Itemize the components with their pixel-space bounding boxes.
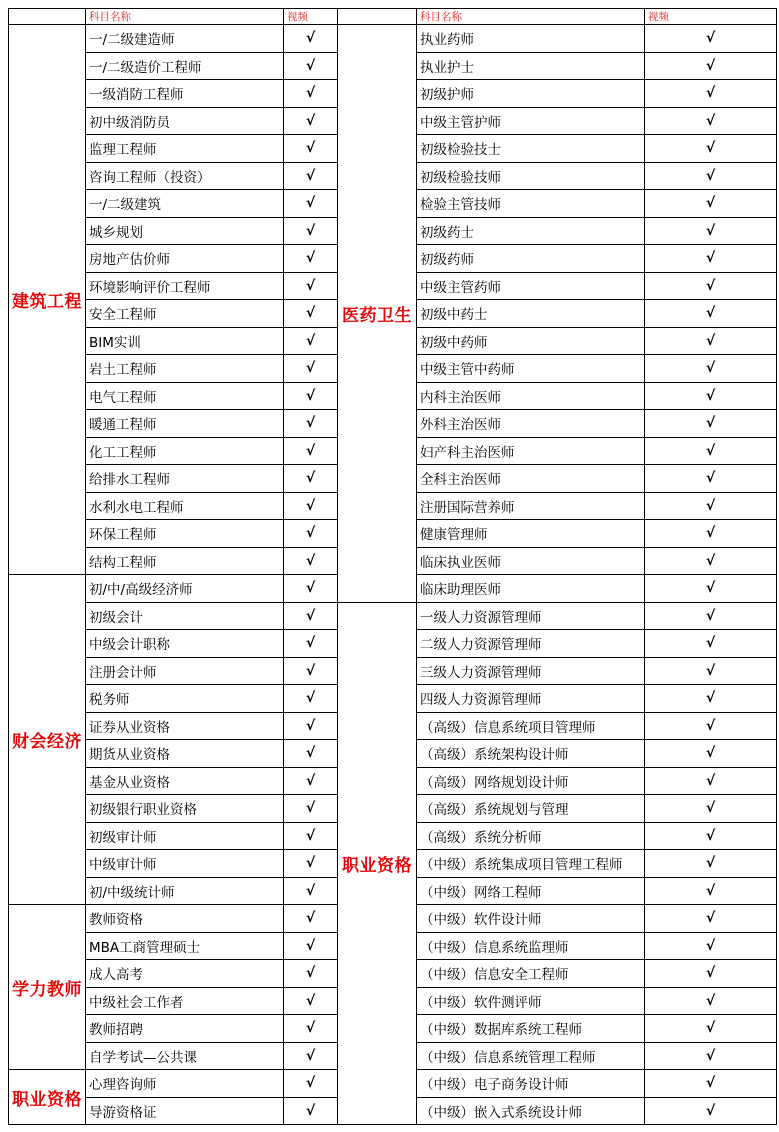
right-subject-name: 初级检验技师 [417,162,645,190]
left-subject-name: 初级会计 [86,602,284,630]
left-video-check: √ [284,190,338,218]
header-row [9,9,777,25]
right-category-cell: 医药卫生 [338,25,417,603]
left-video-check: √ [284,630,338,658]
right-video-check: √ [645,217,777,245]
right-subject-name: （高级）系统规划与管理 [417,795,645,823]
left-video-check: √ [284,382,338,410]
left-video-check: √ [284,1015,338,1043]
right-video-check: √ [645,190,777,218]
left-category-cell: 建筑工程 [9,25,86,575]
left-subject-name: 初/中级统计师 [86,877,284,905]
left-video-check: √ [284,410,338,438]
left-subject-name: 初级审计师 [86,822,284,850]
left-video-check: √ [284,657,338,685]
right-subject-name: （中级）数据库系统工程师 [417,1015,645,1043]
right-subject-name: 初级药士 [417,217,645,245]
left-subject-name: 环境影响评价工程师 [86,272,284,300]
left-video-check: √ [284,492,338,520]
left-video-check: √ [284,987,338,1015]
left-video-check: √ [284,135,338,163]
right-video-check: √ [645,685,777,713]
left-subject-name: 房地产估价师 [86,245,284,273]
left-video-check: √ [284,300,338,328]
left-subject-name: 期货从业资格 [86,740,284,768]
right-video-check: √ [645,547,777,575]
left-subject-name: 一级消防工程师 [86,80,284,108]
right-subject-name: 三级人力资源管理师 [417,657,645,685]
left-video-check: √ [284,547,338,575]
left-video-check: √ [284,685,338,713]
left-video-check: √ [284,355,338,383]
left-video-check: √ [284,1042,338,1070]
right-video-check: √ [645,630,777,658]
left-video-check: √ [284,52,338,80]
right-video-check: √ [645,135,777,163]
table-row [9,25,777,53]
right-video-check: √ [645,960,777,988]
right-subject-name: （中级）信息安全工程师 [417,960,645,988]
left-subject-name: 心理咨询师 [86,1070,284,1098]
header-left-video: 视频 [284,9,338,25]
right-video-check: √ [645,437,777,465]
right-video-check: √ [645,355,777,383]
right-video-check: √ [645,822,777,850]
left-video-check: √ [284,905,338,933]
left-subject-name: 中级会计职称 [86,630,284,658]
right-video-check: √ [645,80,777,108]
right-video-check: √ [645,1070,777,1098]
right-video-check: √ [645,795,777,823]
left-subject-name: 税务师 [86,685,284,713]
left-subject-name: 初/中/高级经济师 [86,575,284,603]
right-video-check: √ [645,107,777,135]
right-video-check: √ [645,1097,777,1125]
right-subject-name: 二级人力资源管理师 [417,630,645,658]
right-subject-name: 初级中药士 [417,300,645,328]
right-subject-name: （高级）信息系统项目管理师 [417,712,645,740]
left-subject-name: 一/二级建筑 [86,190,284,218]
right-subject-name: 初级检验技士 [417,135,645,163]
right-video-check: √ [645,300,777,328]
left-subject-name: 初级银行职业资格 [86,795,284,823]
left-subject-name: 暖通工程师 [86,410,284,438]
left-subject-name: 城乡规划 [86,217,284,245]
right-subject-name: 四级人力资源管理师 [417,685,645,713]
left-subject-name: 环保工程师 [86,520,284,548]
right-subject-name: （中级）软件设计师 [417,905,645,933]
right-subject-name: （中级）网络工程师 [417,877,645,905]
right-subject-name: 内科主治医师 [417,382,645,410]
right-subject-name: 初级护师 [417,80,645,108]
left-subject-name: 安全工程师 [86,300,284,328]
left-subject-name: 基金从业资格 [86,767,284,795]
right-video-check: √ [645,767,777,795]
left-video-check: √ [284,795,338,823]
right-subject-name: 外科主治医师 [417,410,645,438]
right-subject-name: 一级人力资源管理师 [417,602,645,630]
right-subject-name: 中级主管护师 [417,107,645,135]
left-category-cell: 学力教师 [9,905,86,1070]
header-right-video: 视频 [645,9,777,25]
left-category-cell: 职业资格 [9,1070,86,1125]
right-subject-name: 临床执业医师 [417,547,645,575]
header-blank-right [338,9,417,25]
right-video-check: √ [645,382,777,410]
course-table [8,8,777,1125]
right-subject-name: （中级）嵌入式系统设计师 [417,1097,645,1125]
left-subject-name: 监理工程师 [86,135,284,163]
right-subject-name: （中级）软件测评师 [417,987,645,1015]
left-subject-name: 给排水工程师 [86,465,284,493]
right-video-check: √ [645,932,777,960]
left-video-check: √ [284,520,338,548]
right-video-check: √ [645,52,777,80]
left-video-check: √ [284,822,338,850]
right-subject-name: 全科主治医师 [417,465,645,493]
left-video-check: √ [284,245,338,273]
left-video-check: √ [284,80,338,108]
left-subject-name: BIM实训 [86,327,284,355]
right-video-check: √ [645,850,777,878]
left-subject-name: 教师资格 [86,905,284,933]
right-subject-name: （高级）网络规划设计师 [417,767,645,795]
right-video-check: √ [645,575,777,603]
right-subject-name: 健康管理师 [417,520,645,548]
right-video-check: √ [645,327,777,355]
right-subject-name: （高级）系统架构设计师 [417,740,645,768]
left-video-check: √ [284,272,338,300]
right-video-check: √ [645,877,777,905]
right-subject-name: 妇产科主治医师 [417,437,645,465]
left-video-check: √ [284,107,338,135]
header-right-name: 科目名称 [417,9,645,25]
left-subject-name: 咨询工程师（投资） [86,162,284,190]
right-video-check: √ [645,162,777,190]
left-video-check: √ [284,437,338,465]
right-subject-name: 初级药师 [417,245,645,273]
left-subject-name: 一/二级建造师 [86,25,284,53]
right-video-check: √ [645,410,777,438]
right-subject-name: 中级主管药师 [417,272,645,300]
right-category-cell: 职业资格 [338,602,417,1125]
right-video-check: √ [645,1042,777,1070]
right-video-check: √ [645,465,777,493]
right-subject-name: （中级）电子商务设计师 [417,1070,645,1098]
right-video-check: √ [645,25,777,53]
right-subject-name: 执业药师 [417,25,645,53]
left-video-check: √ [284,1070,338,1098]
left-subject-name: 证券从业资格 [86,712,284,740]
right-video-check: √ [645,245,777,273]
left-subject-name: 水利水电工程师 [86,492,284,520]
left-subject-name: 自学考试—公共课 [86,1042,284,1070]
left-video-check: √ [284,1097,338,1125]
left-video-check: √ [284,877,338,905]
left-subject-name: 教师招聘 [86,1015,284,1043]
left-subject-name: 导游资格证 [86,1097,284,1125]
right-subject-name: 检验主管技师 [417,190,645,218]
left-subject-name: 成人高考 [86,960,284,988]
left-subject-name: 化工工程师 [86,437,284,465]
left-video-check: √ [284,25,338,53]
left-video-check: √ [284,465,338,493]
right-subject-name: （中级）信息系统监理师 [417,932,645,960]
left-subject-name: 结构工程师 [86,547,284,575]
right-video-check: √ [645,272,777,300]
right-video-check: √ [645,740,777,768]
left-video-check: √ [284,932,338,960]
left-subject-name: 注册会计师 [86,657,284,685]
right-subject-name: （中级）信息系统管理工程师 [417,1042,645,1070]
left-subject-name: 一/二级造价工程师 [86,52,284,80]
left-subject-name: MBA工商管理硕士 [86,932,284,960]
right-subject-name: 临床助理医师 [417,575,645,603]
left-video-check: √ [284,767,338,795]
right-video-check: √ [645,602,777,630]
right-video-check: √ [645,712,777,740]
left-video-check: √ [284,327,338,355]
right-video-check: √ [645,987,777,1015]
left-video-check: √ [284,217,338,245]
left-subject-name: 初中级消防员 [86,107,284,135]
left-subject-name: 岩土工程师 [86,355,284,383]
left-subject-name: 中级社会工作者 [86,987,284,1015]
left-video-check: √ [284,740,338,768]
left-video-check: √ [284,712,338,740]
left-category-cell: 财会经济 [9,575,86,905]
left-video-check: √ [284,162,338,190]
right-video-check: √ [645,905,777,933]
right-video-check: √ [645,520,777,548]
left-subject-name: 电气工程师 [86,382,284,410]
left-video-check: √ [284,602,338,630]
header-blank-left [9,9,86,25]
left-video-check: √ [284,850,338,878]
right-subject-name: 注册国际营养师 [417,492,645,520]
right-video-check: √ [645,492,777,520]
right-subject-name: 中级主管中药师 [417,355,645,383]
right-video-check: √ [645,657,777,685]
right-video-check: √ [645,1015,777,1043]
right-subject-name: 初级中药师 [417,327,645,355]
right-subject-name: （高级）系统分析师 [417,822,645,850]
left-video-check: √ [284,575,338,603]
right-subject-name: （中级）系统集成项目管理工程师 [417,850,645,878]
right-subject-name: 执业护士 [417,52,645,80]
left-subject-name: 中级审计师 [86,850,284,878]
table-row [9,602,777,630]
left-video-check: √ [284,960,338,988]
header-left-name: 科目名称 [86,9,284,25]
